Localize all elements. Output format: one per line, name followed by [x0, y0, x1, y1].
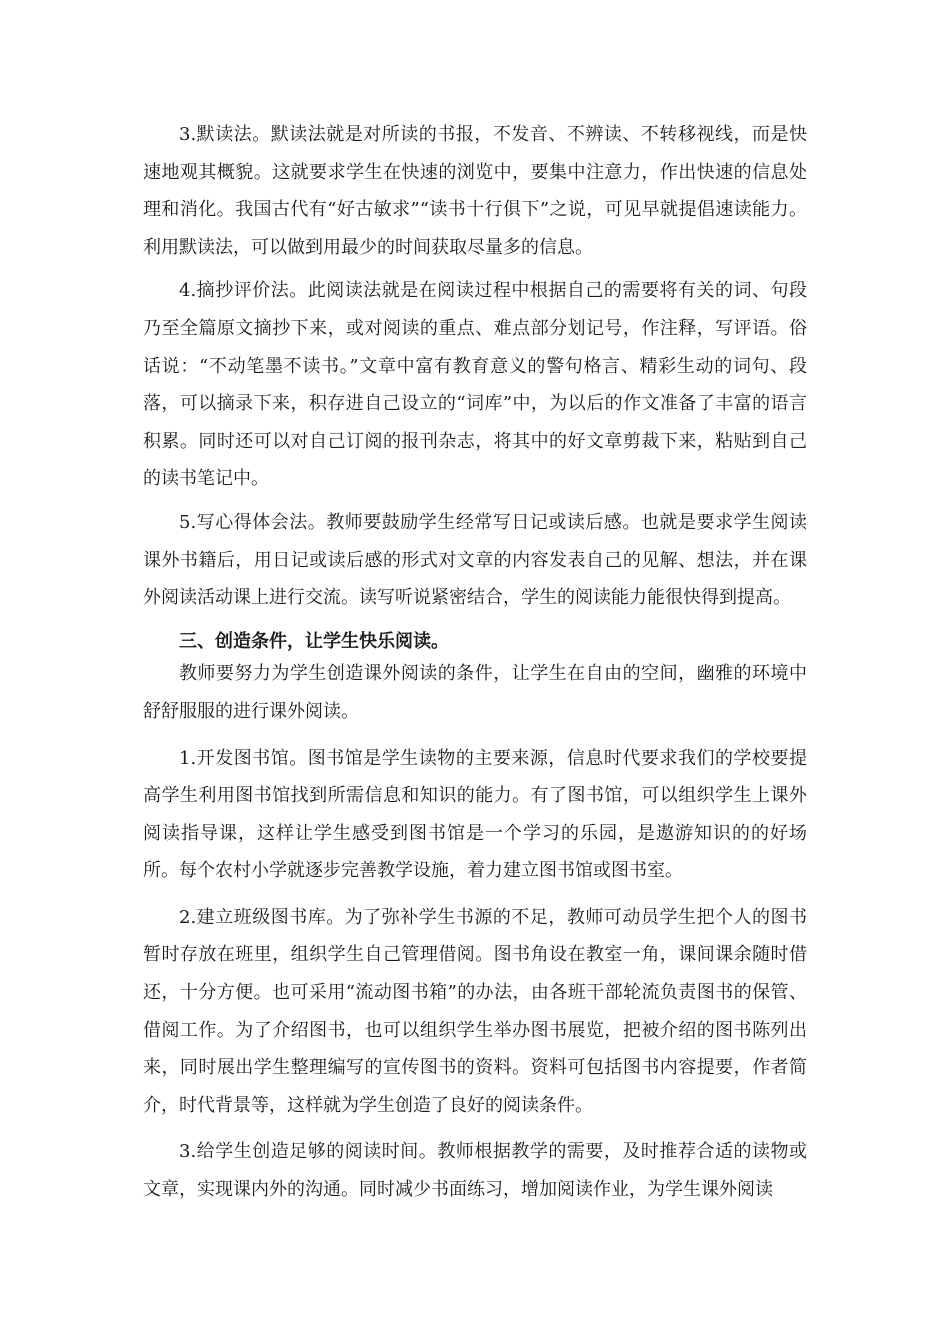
paragraph-class-library: 2.建立班级图书库。为了弥补学生书源的不足，教师可动员学生把个人的图书暂时存放在班里，组织学生自己管理借阅。图书角设在教室一角，课间课余随时借还，十分方便。也可采用“流动图书箱”的办法，由各班干部轮流负责图书的保管、借阅工作。为了介绍图书，也可以组织学生举办图书展览，把被介绍的图书陈列出来，同时展出学生整理编写的宣传图书的资料。资料可包括图书内容提要，作者简介，时代背景等，这样就为学生创造了良好的阅读条件。 — [143, 906, 807, 1116]
document-body — [143, 116, 807, 1209]
paragraph-section-intro: 教师要努力为学生创造课外阅读的条件，让学生在自由的空间，幽雅的环境中舒舒服服的进行课外阅读。 — [143, 663, 807, 722]
section-heading: 三、创造条件，让学生快乐阅读。 — [179, 630, 449, 652]
paragraph-library: 1.开发图书馆。图书馆是学生读物的主要来源，信息时代要求我们的学校要提高学生利用图书馆找到所需信息和知识的能力。有了图书馆，可以组织学生上课外阅读指导课，这样让学生感受到图书馆是一个学习的乐园，是遨游知识的的好场所。每个农村小学就逐步完善教学设施，着力建立图书馆或图书室。 — [143, 747, 807, 882]
paragraph-reading-time: 3.给学生创造足够的阅读时间。教师根据教学的需要，及时推荐合适的读物或文章，实现课内外的沟通。同时减少书面练习，增加阅读作业，为学生课外阅读 — [143, 1141, 807, 1201]
paragraph-excerpt-method: 4.摘抄评价法。此阅读法就是在阅读过程中根据自己的需要将有关的词、句段乃至全篇原文摘抄下来，或对阅读的重点、难点部分划记号，作注释，写评语。俗话说：“不动笔墨不读书。”文章中富有教育意义的警句格言、精彩生动的词句、段落，可以摘录下来，积存进自己设立的“词库”中，为以后的作文准备了丰富的语言积累。同时还可以对自己订阅的报刊杂志，将其中的好文章剪裁下来，粘贴到自己的读书笔记中。 — [143, 280, 807, 490]
paragraph-reflection-method: 5.写心得体会法。教师要鼓励学生经常写日记或读后感。也就是要求学生阅读课外书籍后，用日记或读后感的形式对文章的内容发表自己的见解、想法，并在课外阅读活动课上进行交流。读写听说紧密结合，学生的阅读能力能很快得到提高。 — [143, 511, 807, 609]
paragraph-silent-reading: 3.默读法。默读法就是对所读的书报，不发音、不辨读、不转移视线，而是快速地观其概貌。这就要求学生在快速的浏览中，要集中注意力，作出快速的信息处理和消化。我国古代有“好古敏求”“读书十行俱下”之说，可见早就提倡速读能力。利用默读法，可以做到用最少的时间获取尽量多的信息。 — [143, 124, 807, 258]
